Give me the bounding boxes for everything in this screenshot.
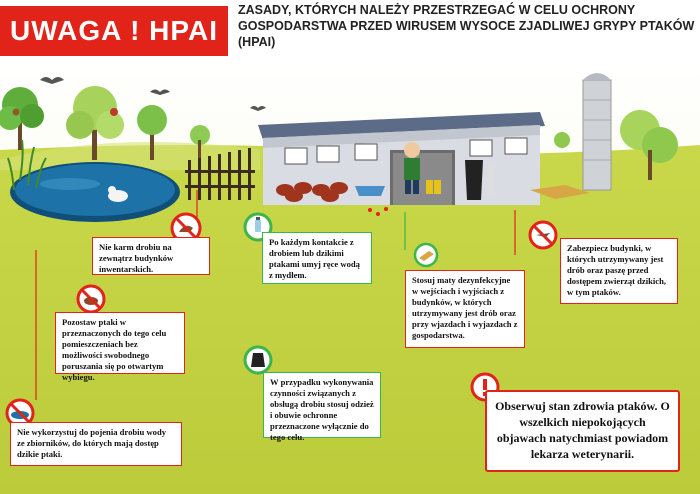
rule-observe-health: Obserwuj stan zdrowia ptaków. O wszelkich niepokojących objawach natychmiast powiadom lekarza weterynarii. <box>485 390 680 472</box>
poultry-barn-icon <box>258 112 545 205</box>
rule-protective-clothing: W przypadku wykonywania czynności związanych z obsługą drobiu stosuj odzież i obuwie ochronne przeznaczone wyłącznie do tego celu. <box>263 372 381 438</box>
protective-clothing-icon <box>243 345 273 375</box>
rule-hygiene: Po każdym kontakcie z drobiem lub dzikimi ptakami umyj ręce wodą z mydłem. <box>262 232 372 284</box>
rule-feeding: Nie karm drobiu na zewnątrz budynków inwentarskich. <box>92 237 210 275</box>
no-free-range-icon <box>76 284 106 314</box>
rule-water-source: Nie wykorzystuj do pojenia drobiu wody ze zbiorników, do których mają dostęp dzikie ptaki. <box>10 422 182 466</box>
warning-banner: UWAGA ! HPAI <box>0 6 228 56</box>
rule-disinfection-mats: Stosuj maty dezynfekcyjne w wejściach i wyjściach z budynków, w których utrzymywany jest drób oraz przy wjazdach i wyjazdach z gospodarstwa. <box>405 270 525 348</box>
disinfection-mat-icon <box>413 242 439 268</box>
rule-keep-indoors: Pozostaw ptaki w przeznaczonych do tego celu pomieszczeniach bez możliwości swobodnego poruszania się po otwartym wybiegu. <box>55 312 185 374</box>
silo-icon <box>583 73 611 190</box>
headline-text: ZASADY, KTÓRYCH NALEŻY PRZESTRZEGAĆ W CELU OCHRONY GOSPODARSTWA PRZED WIRUSEM WYSOCE ZJADLIWEJ GRYPY PTAKÓW (HPAI) <box>238 3 695 49</box>
rule-secure-buildings: Zabezpiecz budynki, w których utrzymywany jest drób oraz paszę przed dostępem zwierząt dzikich, w tym ptaków. <box>560 238 678 304</box>
no-wild-animals-icon <box>528 220 558 250</box>
